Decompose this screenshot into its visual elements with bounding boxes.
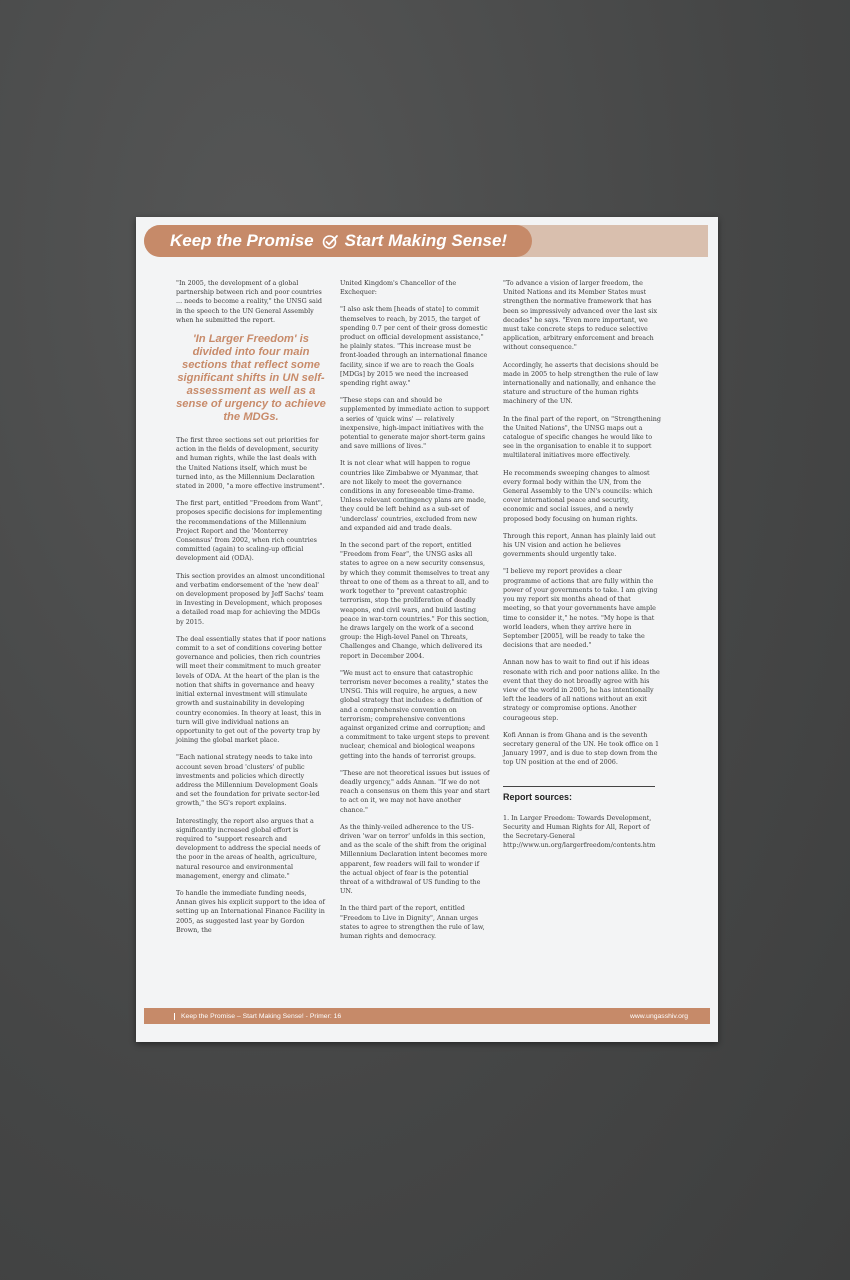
paragraph: Kofi Annan is from Ghana and is the seventh secretary general of the UN. He took office on 1 January 1997, and is due to step down from the top UN position at the end of 2006.	[503, 730, 660, 767]
paragraph: It is not clear what will happen to rogue countries like Zimbabwe or Myanmar, that are not likely to meet the governance conditions in any foreseeable time-frame. Unless relevant contingency plans are made, they could be left behind as a sub-set of 'underclass' countries, excluded from new and expanded aid and trade deals.	[340, 459, 487, 532]
paragraph: In the second part of the report, entitled "Freedom from Fear", the UNSG asks all states to agree on a new security consensus, by which they commit themselves to treat any threat to one of them as a threat to all, and to work together to "prevent catastrophic terrorism, stop the proliferation of deadly weapons, end civil wars, and build lasting peace in war-torn countries." For this section, he draws largely on the work of a second group: the High-level Panel on Threats, Challenges and Change, which delivered its report in December 2004.	[340, 541, 490, 660]
footer-website: www.ungasshiv.org	[629, 1012, 688, 1020]
pull-quote: 'In Larger Freedom' is divided into four main sections that reflect some significant shifts in UN self-assessment as well as a sense of urgency to achieve the MDGs.	[176, 333, 326, 424]
paragraph: "We must act to ensure that catastrophic terrorism never becomes a reality," states the UNSG. This will require, he argues, a new global strategy that includes: a definition of and a comprehensive convention on terrorism; comprehensive conventions against organized crime and corruption; and a commitment to take urgent steps to prevent nuclear, chemical and biological weapons getting into the hands of terrorist groups.	[340, 668, 490, 760]
paragraph: This section provides an almost unconditional and verbatim endorsement of the 'new deal' on development proposed by Jeff Sachs' team in Investing in Development, which proposes a detailed road map for achieving the MDGs by 2015.	[176, 571, 325, 626]
paragraph: "These steps can and should be supplemented by immediate action to support a series of 'quick wins' — relatively inexpensive, high-impact initiatives with the potential to generate major short-term gains and save millions of lives."	[340, 396, 490, 451]
paragraph: Interestingly, the report also argues that a significantly increased global effort is required to "support research and development to address the special needs of the poor in the areas of health, agriculture, natural resource and environmental management, energy and climate."	[176, 816, 321, 880]
footer-left-text: Keep the Promise – Start Making Sense! - Primer: 16	[174, 1013, 341, 1020]
column-1	[176, 279, 326, 943]
divider	[503, 786, 655, 787]
footer-bar	[144, 1008, 710, 1024]
paragraph: The first three sections set out priorities for action in the fields of development, security and human rights, while the last deals with the United Nations itself, which must be turned into, as the Millennium Declaration stated in 2000, "a more effective instrument".	[176, 436, 325, 491]
paragraph: United Kingdom's Chancellor of the Exchequer:	[340, 279, 457, 297]
paragraph: He recommends sweeping changes to almost every formal body within the UN, from the General Assembly to the UN's councils: which cover international peace and security, economic and social issues, and a newly proposed body focusing on human rights.	[503, 468, 653, 523]
paragraph: The deal essentially states that if poor nations commit to a set of conditions covering better governance and policies, then rich countries will meet their commitment to much greater levels of ODA. At the heart of the plan is the notion that shifts in governance and heavy initial external investment will stimulate growth and sustainability in developing country economies. In theory at least, this in turn will give individual nations an opportunity to get out of the poverty trap by joining the global market place.	[176, 634, 326, 745]
paragraph: "In 2005, the development of a global partnership between rich and poor countries ... needs to become a reality," the UNSG said in the speech to the UN General Assembly when he submitted the report.	[176, 279, 322, 324]
paragraph: "To advance a vision of larger freedom, the United Nations and its Member States must strengthen the normative framework that has been so impressively advanced over the last six decades" he says. "Even more important, we must take concrete steps to reduce selective application, arbitrary enforcement and breach without consequence."	[503, 279, 658, 352]
paragraph: The first part, entitled "Freedom from Want", proposes specific decisions for implementing the recommendations of the Millennium Project Report and the 'Monterrey Consensus' from 2002, when rich countries committed (again) to scaling-up official development aid (ODA).	[176, 499, 323, 563]
column-3	[503, 279, 661, 859]
paragraph: Through this report, Annan has plainly laid out his UN vision and action he believes governments should urgently take.	[503, 531, 656, 559]
check-ring-icon	[322, 233, 339, 250]
paragraph: As the thinly-veiled adherence to the US-driven 'war on terror' unfolds in this section, and as the scale of the shift from the original Millennium Declaration intent becomes more apparent, few readers will fail to wonder if the actual object of fear is the potential threat of a withdrawal of US funding to the UN.	[340, 822, 488, 896]
document-page	[136, 217, 718, 1042]
paragraph: In the final part of the report, on "Strengthening the United Nations", the UNSG maps out a catalogue of specific changes he would like to see in the organisation to enable it to support multilateral initiatives more effectively.	[503, 414, 661, 460]
paragraph: Accordingly, he asserts that decisions should be made in 2005 to help strengthen the rule of law internationally and nationally, and enhance the stature and structure of the human rights machinery of the UN.	[503, 360, 659, 406]
header-banner	[144, 225, 708, 257]
paragraph: "These are not theoretical issues but issues of deadly urgency," adds Annan. "If we do not reach a consensus on them this year and start to act on it, we may not have another chance."	[340, 768, 490, 814]
paragraph: "Each national strategy needs to take into account seven broad 'clusters' of public investments and policies which directly address the Millennium Development Goals and set the foundation for private sector-led growth," the SG's report explains.	[176, 753, 320, 808]
header-title-pill	[144, 225, 532, 257]
sources-heading: Report sources:	[503, 791, 573, 802]
paragraph: To handle the immediate funding needs, Annan gives his explicit support to the idea of setting up an International Finance Facility in 2005, as suggested last year by Gordon Brown, the	[176, 888, 325, 934]
header-title-right: Start Making Sense!	[344, 231, 508, 250]
column-2	[340, 279, 490, 949]
paragraph: Annan now has to wait to find out if his ideas resonate with rich and poor nations alike. In the event that they do not broadly agree with his view of the world in 2005, he has intentionally left the leaders of all nations without an exit strategy or compromise options. Another courageous step.	[503, 658, 660, 722]
header-title-left: Keep the Promise	[170, 231, 314, 250]
paragraph: "I also ask them [heads of state] to commit themselves to reach, by 2015, the target of spending 0.7 per cent of their gross domestic product on official development assistance," he plainly states. "This increase must be front-loaded through an international finance facility, since if we are to reach the Goals [MDGs] by 2015 we need the increased spending right away."	[340, 305, 488, 388]
sources-item: 1. In Larger Freedom: Towards Development, Security and Human Rights for All, Report of the Secretary-General http://www.un.org/largerfreedom/contents.htm	[503, 813, 656, 850]
paragraph: "I believe my report provides a clear programme of actions that are fully within the power of your governments to take. I am giving you my report six months ahead of that meeting, so that your governments have ample time to consider it," he notes. "My hope is that world leaders, when they arrive here in September [2005], will be ready to take the decisions that are needed."	[503, 567, 658, 650]
paragraph: In the third part of the report, entitled "Freedom to Live in Dignity", Annan urges states to agree to strengthen the rule of law, human rights and democracy.	[340, 904, 485, 940]
